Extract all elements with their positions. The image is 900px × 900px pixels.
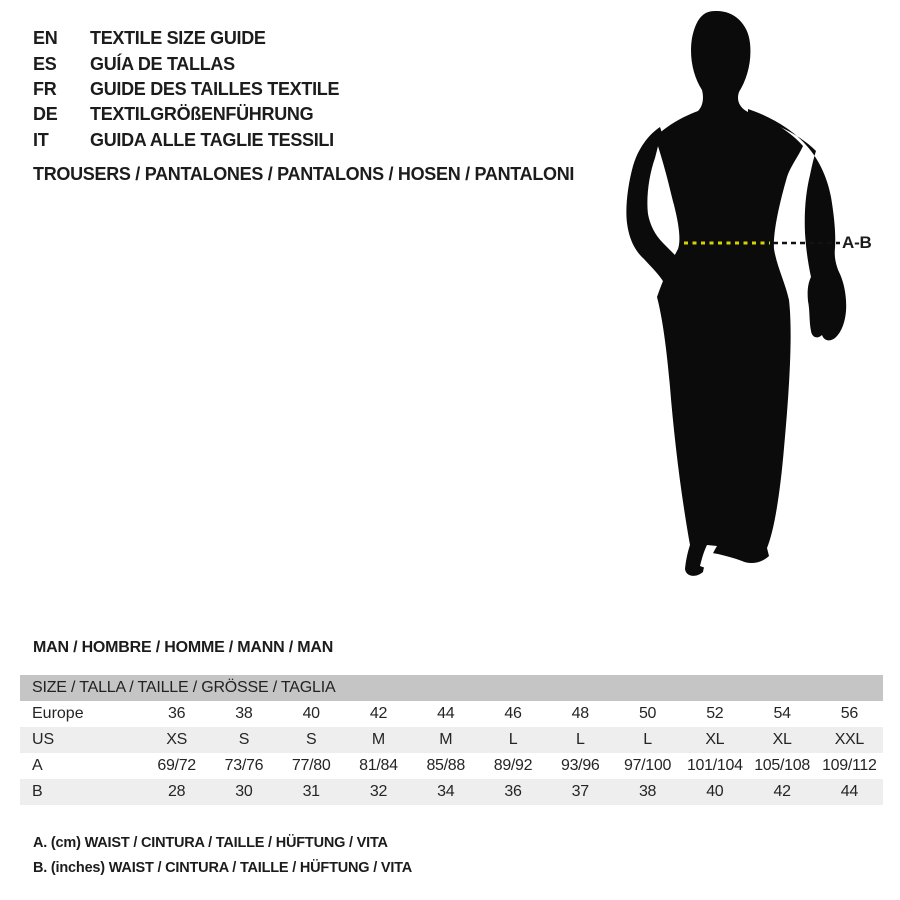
language-code: EN — [33, 28, 58, 49]
table-cell: XS — [166, 731, 187, 748]
man-silhouette-figure — [600, 5, 850, 580]
table-cell: 38 — [638, 783, 657, 800]
table-cell: 77/80 — [291, 757, 331, 774]
table-cell: 42 — [773, 783, 791, 800]
table-cell: M — [439, 731, 453, 748]
table-cell: 37 — [571, 783, 589, 800]
section-title: MAN / HOMBRE / HOMME / MANN / MAN — [33, 639, 334, 656]
table-cell: 36 — [504, 783, 522, 800]
table-cell: 69/72 — [157, 757, 196, 774]
table-cell: 54 — [773, 705, 791, 722]
table-cell: 97/100 — [623, 757, 672, 774]
language-row-it — [33, 128, 339, 153]
row-label: B — [32, 783, 43, 800]
language-row-es — [33, 51, 339, 76]
table-cell: 85/88 — [426, 757, 465, 774]
table-cell: 34 — [437, 783, 455, 800]
table-cell: 105/108 — [754, 757, 810, 774]
table-row-us — [20, 727, 883, 753]
row-label: A — [32, 757, 43, 774]
table-cell: S — [305, 731, 317, 748]
measure-label: A-B — [842, 233, 872, 252]
table-cell: M — [371, 731, 385, 748]
language-code: ES — [33, 53, 57, 74]
table-cell: 56 — [840, 705, 858, 722]
table-cell: 50 — [638, 705, 657, 722]
table-cell: 42 — [369, 705, 388, 722]
language-label: TEXTILGRÖßENFÜHRUNG — [90, 104, 314, 125]
language-code: DE — [33, 104, 58, 125]
table-cell: 31 — [302, 783, 320, 800]
table-cell: XL — [772, 731, 792, 748]
row-label: US — [32, 731, 55, 748]
table-cell: XL — [705, 731, 725, 748]
table-cell: 32 — [369, 783, 388, 800]
table-cell: 46 — [504, 705, 522, 722]
category-title: TROUSERS / PANTALONES / PANTALONS / HOSEN / PANTALONI — [33, 164, 575, 184]
language-row-en — [33, 26, 339, 51]
table-cell: L — [575, 731, 585, 748]
footnotes — [33, 831, 412, 881]
table-row-europe — [20, 701, 883, 727]
table-cell: 36 — [168, 705, 186, 722]
language-code: IT — [33, 129, 49, 150]
footnote-b: B. (inches) WAIST / CINTURA / TAILLE / HÜFTUNG / VITA — [33, 860, 413, 876]
table-cell: 40 — [302, 705, 320, 722]
table-cell: XXL — [834, 731, 865, 748]
table-cell: 40 — [706, 783, 724, 800]
table-cell: 28 — [168, 783, 186, 800]
size-table — [20, 675, 883, 805]
table-cell: 101/104 — [686, 757, 743, 774]
table-row-b-inches — [20, 779, 883, 805]
table-cell: 109/112 — [822, 757, 877, 774]
language-row-de — [33, 102, 339, 127]
language-list — [33, 26, 339, 153]
table-cell: 52 — [706, 705, 724, 722]
table-cell: 44 — [840, 783, 858, 800]
language-row-fr — [33, 77, 339, 102]
table-cell: 30 — [235, 783, 253, 800]
language-label: GUÍA DE TALLAS — [90, 53, 235, 74]
footnote-a: A. (cm) WAIST / CINTURA / TAILLE / HÜFTUNG / VITA — [33, 835, 388, 851]
row-label: Europe — [32, 705, 84, 722]
table-header: SIZE / TALLA / TAILLE / GRÖSSE / TAGLIA — [20, 675, 883, 701]
language-label: GUIDA ALLE TAGLIE TESSILI — [90, 129, 334, 150]
table-cell: L — [508, 731, 518, 748]
table-cell: 81/84 — [359, 757, 398, 774]
table-row-a-cm — [20, 753, 883, 779]
table-cell: 89/92 — [493, 757, 533, 774]
language-label: GUIDE DES TAILLES TEXTILE — [90, 78, 340, 99]
table-cell: L — [643, 731, 652, 748]
language-label: TEXTILE SIZE GUIDE — [90, 28, 266, 49]
table-cell: 93/96 — [560, 757, 600, 774]
table-cell: 48 — [571, 705, 589, 722]
table-cell: 38 — [235, 705, 253, 722]
table-cell: 44 — [437, 705, 455, 722]
language-code: FR — [33, 78, 57, 99]
table-cell: S — [238, 731, 250, 748]
table-cell: 73/76 — [224, 757, 264, 774]
